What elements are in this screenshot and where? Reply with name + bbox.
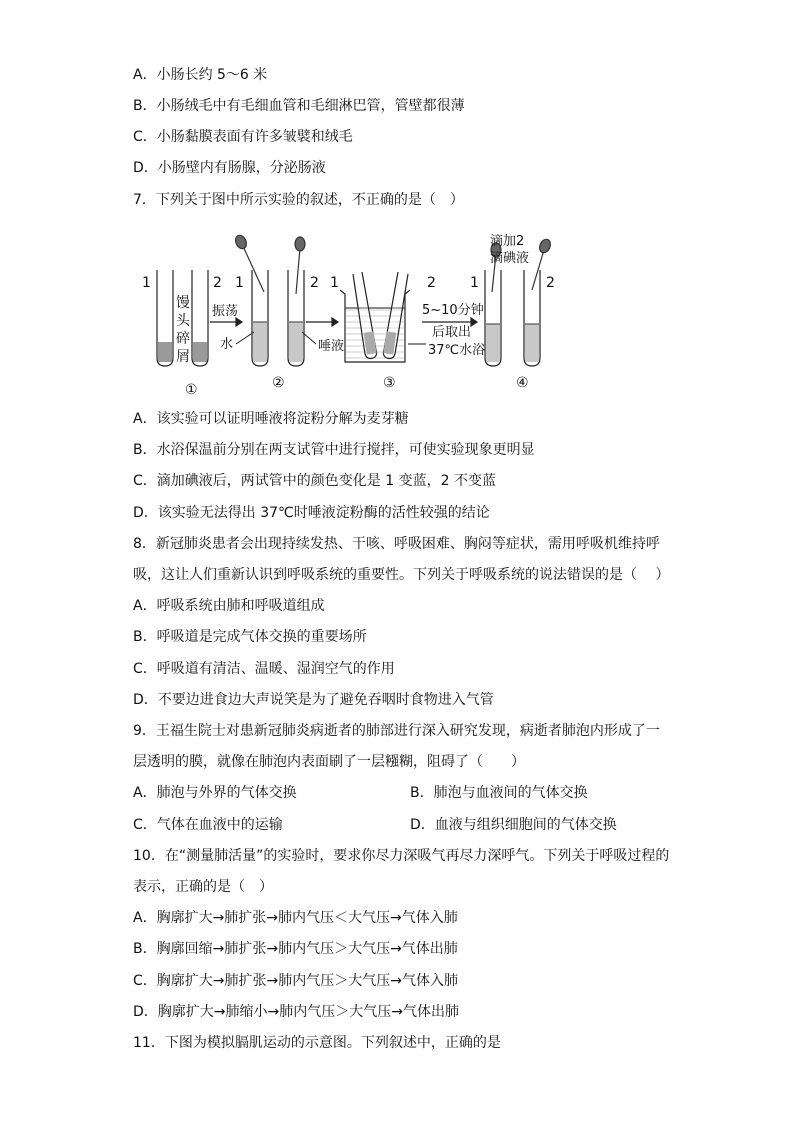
q6-option-d: D．小肠壁内有肠腺，分泌肠液 — [133, 160, 326, 176]
q9-option-a: A．肺泡与外界的气体交换 — [133, 785, 297, 801]
q9-stem-line2: 层透明的膜，就像在肺泡内表面刷了一层糨糊，阻碍了（ ） — [133, 754, 525, 770]
q7-option-d: D．该实验无法得出 37℃时唾液淀粉酶的活性较强的结论 — [133, 505, 490, 521]
label-bread-4: 屑 — [176, 349, 190, 365]
q7-stem: 7．下列关于图中所示实验的叙述，不正确的是（ ） — [133, 192, 464, 208]
q9-option-c: C．气体在血液中的运输 — [133, 817, 283, 833]
q9-stem-line1: 9．王福生院士对患新冠肺炎病逝者的肺部进行深入研究发现，病逝者肺泡内形成了一 — [133, 723, 660, 739]
step2-tube-2 — [288, 237, 305, 366]
q8-stem-line1: 8．新冠肺炎患者会出现持续发热、干咳、呼吸困难、胸闷等症状，需用呼吸机维持呼 — [133, 536, 660, 552]
label-bread-2: 头 — [176, 313, 190, 329]
label-water: 水 — [220, 337, 234, 352]
q7-option-a: A．该实验可以证明唾液将淀粉分解为麦芽糖 — [133, 411, 409, 427]
q8-option-a: A．呼吸系统由肺和呼吸道组成 — [133, 598, 325, 614]
q6-option-c: C．小肠黏膜表面有许多皱襞和绒毛 — [133, 129, 353, 145]
q7-option-b: B．水浴保温前分别在两支试管中进行搅拌，可使实验现象更明显 — [133, 442, 535, 458]
experiment-figure — [140, 232, 560, 398]
label-take-out: 后取出 — [432, 325, 472, 340]
q10-stem-line1: 10．在“测量肺活量”的实验时，要求你尽力深吸气再尽力深呼气。下列关于呼吸过程的 — [133, 848, 670, 864]
q8-stem-line2: 吸，这让人们重新认识到呼吸系统的重要性。下列关于呼吸系统的说法错误的是（ ） — [133, 567, 670, 583]
label-tube-1c: 1 — [330, 275, 339, 291]
q7-option-c: C．滴加碘液后，两试管中的颜色变化是 1 变蓝，2 不变蓝 — [133, 473, 496, 489]
label-tube-2d: 2 — [546, 275, 555, 291]
label-tube-2b: 2 — [310, 275, 319, 291]
q10-option-b: B．胸廓回缩→肺扩张→肺内气压＞大气压→气体出肺 — [133, 941, 458, 957]
label-iodine-1: 滴加2 — [490, 234, 525, 249]
step1-tube-1 — [157, 270, 173, 366]
q10-option-d: D．胸廓扩大→肺缩小→肺内气压＞大气压→气体出肺 — [133, 1004, 459, 1020]
label-saliva: 唾液 — [318, 339, 345, 354]
step2-tube-1 — [234, 234, 268, 366]
label-shake: 振荡 — [212, 304, 239, 319]
q6-option-b: B．小肠绒毛中有毛细血管和毛细淋巴管，管壁都很薄 — [133, 98, 465, 114]
label-step-3: ③ — [383, 375, 396, 391]
label-tube-1d: 1 — [470, 275, 479, 291]
label-tube-1b: 1 — [235, 275, 244, 291]
water-bath-beaker — [340, 272, 410, 362]
q8-option-b: B．呼吸道是完成气体交换的重要场所 — [133, 629, 367, 645]
label-water-bath: 37℃水浴 — [428, 343, 486, 358]
q9-option-d: D．血液与组织细胞间的气体交换 — [410, 817, 617, 833]
label-step-2: ② — [272, 375, 285, 391]
q10-option-c: C．胸廓扩大→肺扩张→肺内气压＞大气压→气体入肺 — [133, 973, 458, 989]
q6-option-a: A．小肠长约 5～6 米 — [133, 67, 268, 83]
label-tube-2c: 2 — [427, 275, 436, 291]
q10-option-a: A．胸廓扩大→肺扩张→肺内气压＜大气压→气体入肺 — [133, 910, 458, 926]
label-step-1: ① — [185, 382, 198, 398]
q9-option-b: B．肺泡与血液间的气体交换 — [410, 785, 588, 801]
arrow-saliva — [306, 318, 338, 326]
label-iodine-2: 滴碘液 — [490, 251, 530, 266]
arrow-shake — [210, 318, 242, 326]
step1-tube-2 — [192, 270, 208, 366]
label-time: 5~10分钟 — [422, 303, 484, 318]
q8-option-c: C．呼吸道有清洁、温暖、湿润空气的作用 — [133, 661, 395, 677]
label-bread-3: 碎 — [176, 331, 190, 347]
label-step-4: ④ — [516, 375, 529, 391]
label-tube-2a: 2 — [213, 275, 222, 291]
q8-option-d: D．不要边进食边大声说笑是为了避免吞咽时食物进入气管 — [133, 692, 494, 708]
label-tube-1a: 1 — [142, 275, 151, 291]
label-bread-1: 馒 — [176, 295, 190, 311]
q10-stem-line2: 表示，正确的是（ ） — [133, 879, 273, 895]
q11-stem: 11．下图为模拟膈肌运动的示意图。下列叙述中，正确的是 — [133, 1035, 501, 1051]
